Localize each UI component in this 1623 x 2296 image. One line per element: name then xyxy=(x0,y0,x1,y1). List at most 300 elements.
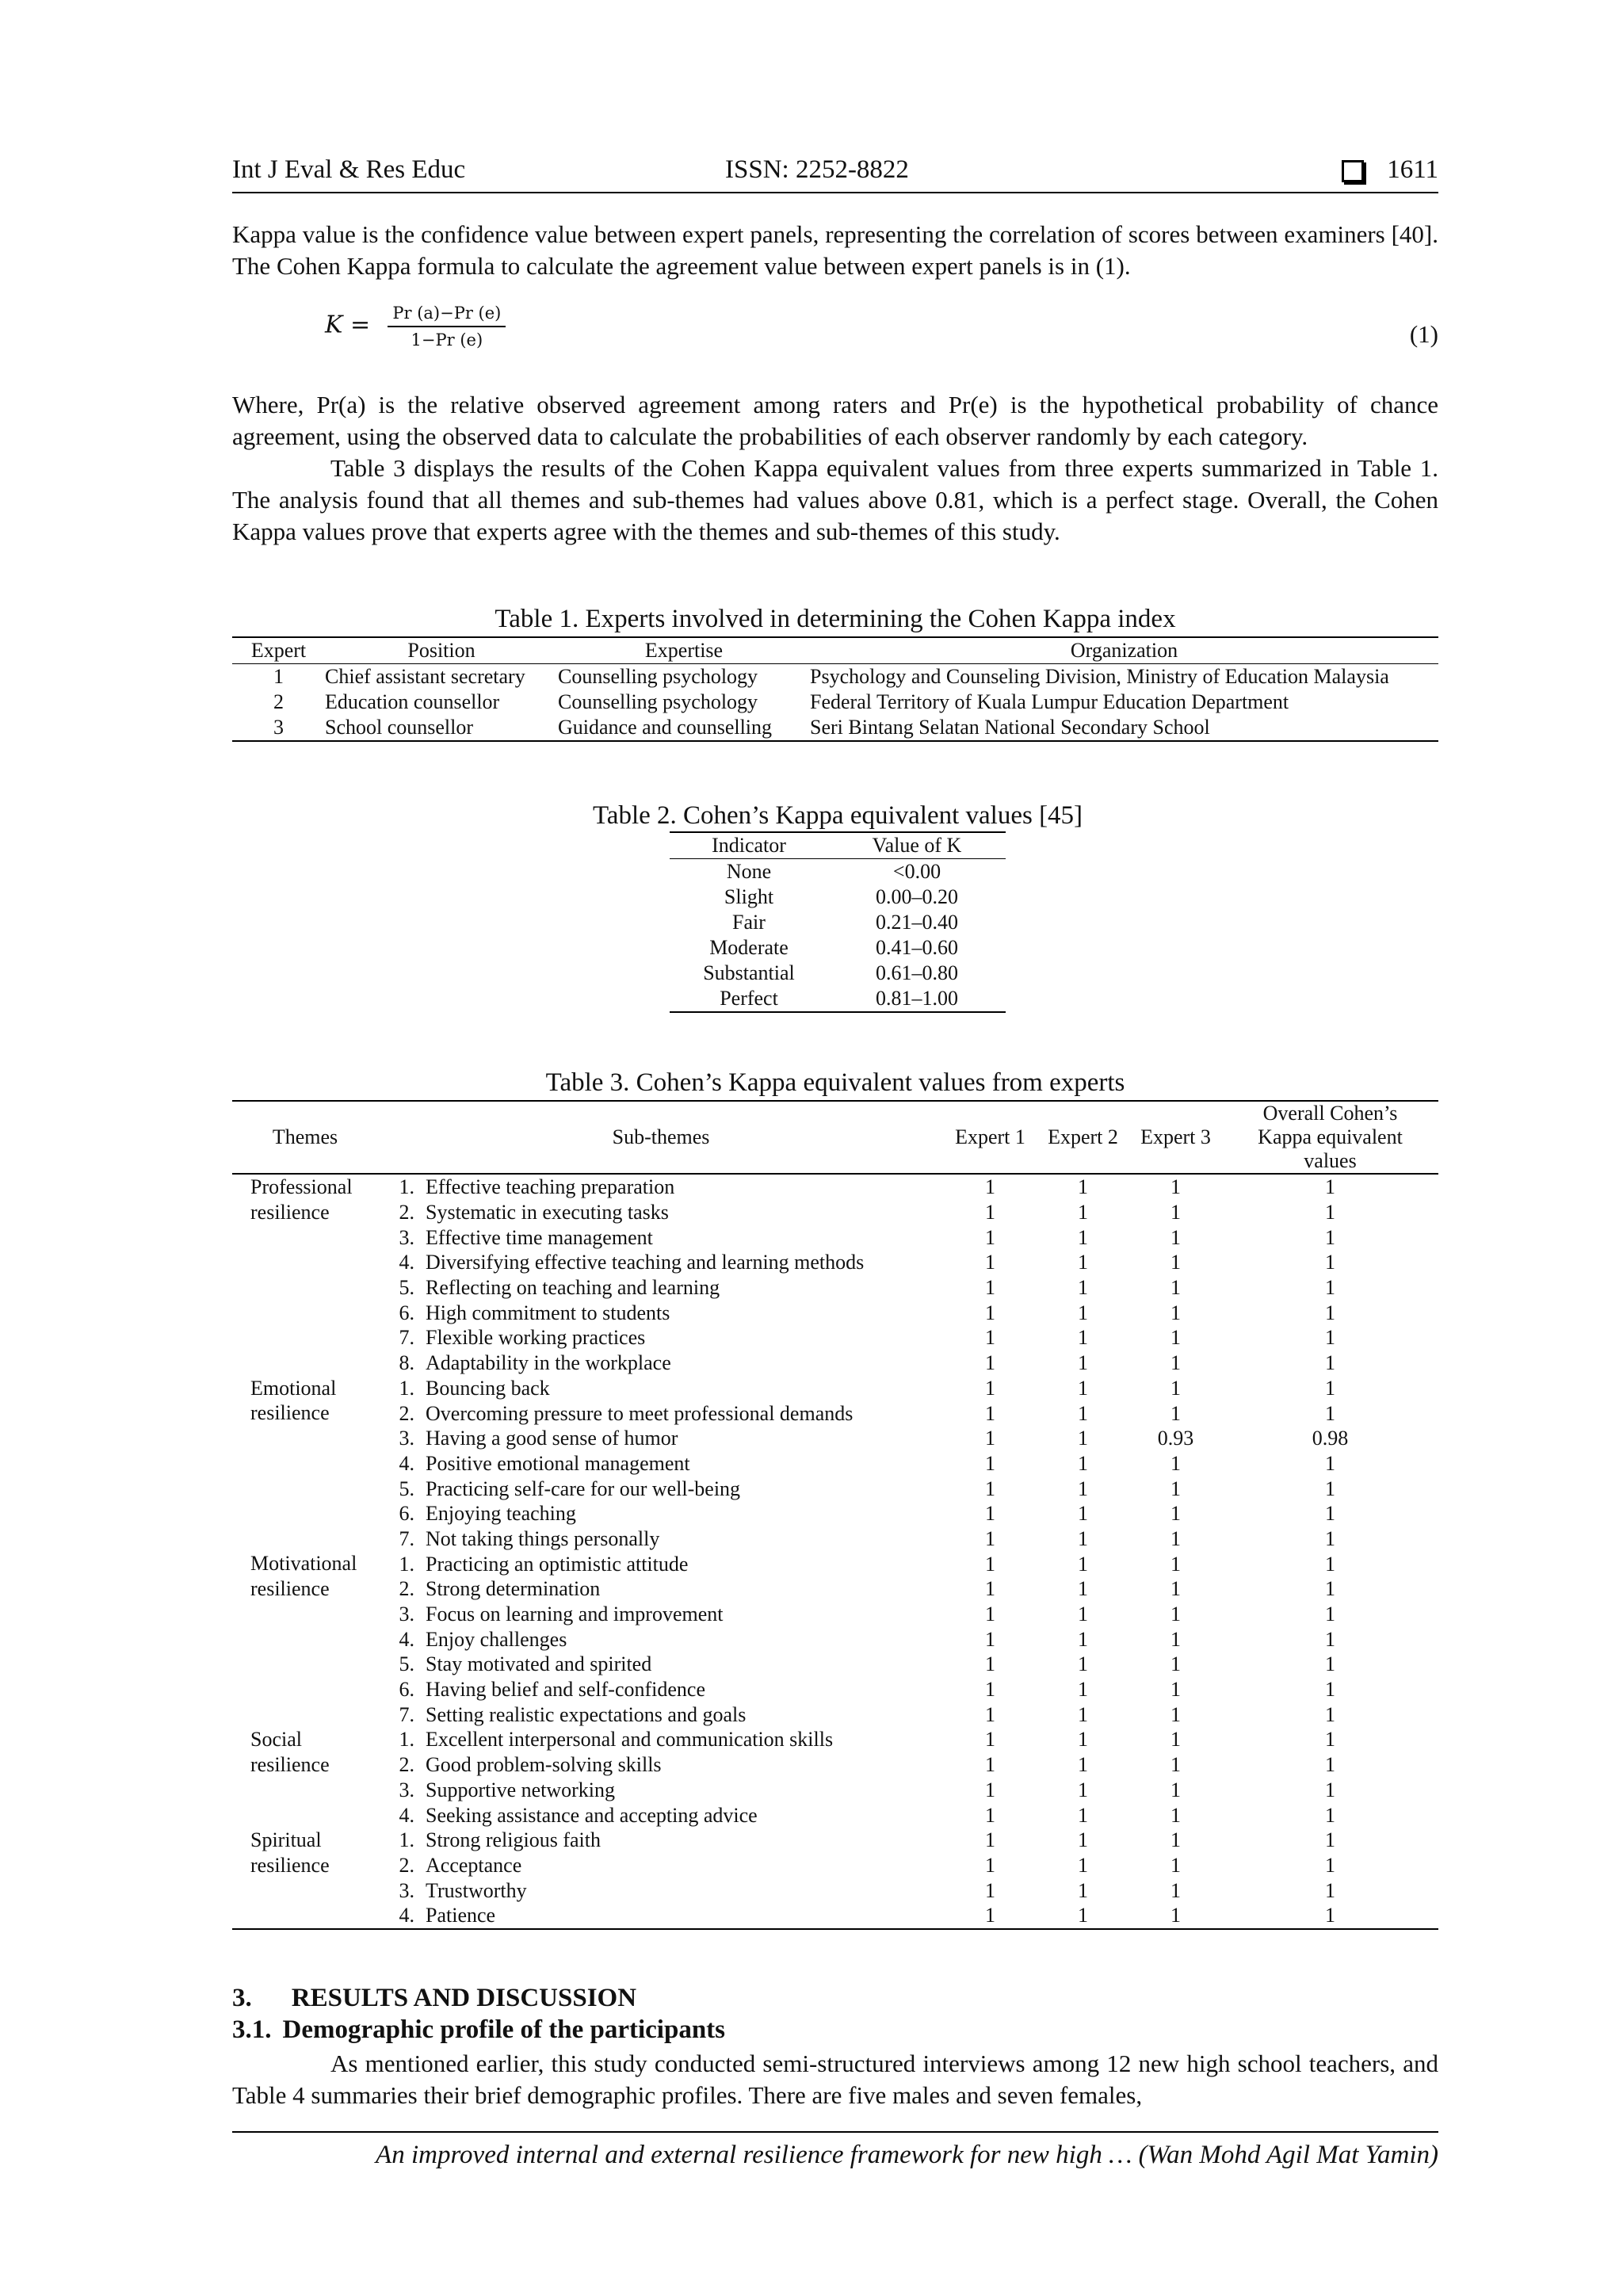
value-cell: 1 xyxy=(985,1803,995,1827)
value-cell: 1 xyxy=(1078,1276,1088,1300)
table-row xyxy=(232,1501,1438,1526)
table1-caption: Table 1. Experts involved in determining the Cohen Kappa index xyxy=(495,605,1176,633)
value-cell: 1 xyxy=(1078,1427,1088,1450)
journal-name: Int J Eval & Res Educ xyxy=(232,155,466,184)
table-header-row xyxy=(232,637,1438,664)
value-cell: 1 xyxy=(1325,1201,1335,1224)
table-row xyxy=(232,1526,1438,1552)
value-cell: 1 xyxy=(1170,1702,1181,1726)
value-cell: 1 xyxy=(1325,1678,1335,1702)
page-number: 1611 xyxy=(1387,155,1438,184)
sub-theme: Supportive networking xyxy=(426,1778,616,1801)
sub-theme: Having a good sense of humor xyxy=(426,1427,678,1450)
value-cell: 1 xyxy=(1325,1502,1335,1526)
theme-cell xyxy=(232,1802,378,1828)
sub-theme: Adaptability in the workplace xyxy=(426,1351,671,1375)
value-cell: 1 xyxy=(1325,1526,1335,1550)
table-header-row xyxy=(670,832,1006,859)
value-cell: 1 xyxy=(1170,1753,1181,1777)
section-heading-results xyxy=(232,1984,636,2013)
value-cell: 1 xyxy=(1078,1904,1088,1927)
value-cell: 1 xyxy=(1170,1878,1181,1902)
table-row xyxy=(232,1677,1438,1702)
table-row xyxy=(670,884,1006,910)
value-cell: 1 xyxy=(1078,1526,1088,1550)
table-cell: Substantial xyxy=(703,961,795,984)
item-number: 6. xyxy=(399,1502,414,1526)
theme-cell: Social xyxy=(250,1728,302,1752)
table-row xyxy=(670,961,1006,986)
subsection-title: Demographic profile of the participants xyxy=(282,2015,726,2044)
value-cell: 1 xyxy=(985,1427,995,1450)
table-row xyxy=(232,1476,1438,1501)
value-cell: 1 xyxy=(1078,1502,1088,1526)
theme-cell: resilience xyxy=(250,1401,330,1425)
value-cell: 1 xyxy=(1170,1728,1181,1752)
sub-theme: Trustworthy xyxy=(426,1878,527,1902)
sub-theme: Overcoming pressure to meet professional demands xyxy=(426,1401,854,1425)
header-sub-themes: Sub-themes xyxy=(378,1101,944,1174)
sub-theme: Seeking assistance and accepting advice xyxy=(426,1803,758,1827)
sub-theme: Practicing an optimistic attitude xyxy=(426,1552,689,1576)
sub-theme: Patience xyxy=(426,1904,496,1927)
item-number: 3. xyxy=(399,1603,414,1626)
sub-theme: Diversifying effective teaching and learning methods xyxy=(426,1251,865,1274)
sub-theme: Bouncing back xyxy=(426,1376,550,1400)
value-cell: 1 xyxy=(1078,1326,1088,1350)
value-cell: 1 xyxy=(1325,1652,1335,1676)
theme-cell: resilience xyxy=(250,1752,330,1776)
table-cell: School counsellor xyxy=(325,716,474,739)
running-footer xyxy=(232,2131,1438,2169)
value-cell: 1 xyxy=(985,1502,995,1526)
table-cell: Slight xyxy=(724,885,774,908)
value-cell: 1 xyxy=(1325,1175,1335,1199)
table-row xyxy=(232,1200,1438,1225)
sub-theme: Effective teaching preparation xyxy=(426,1175,675,1199)
item-number: 7. xyxy=(399,1702,414,1726)
value-cell: 1 xyxy=(1325,1803,1335,1827)
theme-cell xyxy=(232,1602,378,1627)
value-cell: 1 xyxy=(1078,1451,1088,1475)
sub-theme: Setting realistic expectations and goals xyxy=(426,1702,747,1726)
value-cell: 1 xyxy=(1078,1803,1088,1827)
table-cell: 0.61–0.80 xyxy=(876,961,958,984)
value-cell: 1 xyxy=(1170,1326,1181,1350)
value-cell: 0.93 xyxy=(1157,1427,1194,1450)
value-cell: 1 xyxy=(1078,1702,1088,1726)
table-cell: 0.00–0.20 xyxy=(876,885,958,908)
value-cell: 1 xyxy=(1078,1828,1088,1852)
table-kappa-experts xyxy=(232,1100,1438,1930)
value-cell: 1 xyxy=(1078,1753,1088,1777)
value-cell: 1 xyxy=(1325,1477,1335,1500)
value-cell: 1 xyxy=(1170,1678,1181,1702)
table-row xyxy=(232,1652,1438,1677)
table-row xyxy=(232,1626,1438,1652)
value-cell: 1 xyxy=(1170,1853,1181,1877)
square-icon xyxy=(1342,160,1364,182)
table-row xyxy=(232,1602,1438,1627)
value-cell: 1 xyxy=(985,1702,995,1726)
table-cell: Fair xyxy=(732,911,766,934)
item-number: 2. xyxy=(399,1401,414,1425)
value-cell: 1 xyxy=(1170,1401,1181,1425)
table-row xyxy=(232,690,1438,715)
table-row xyxy=(670,986,1006,1012)
table-row xyxy=(670,910,1006,935)
value-cell: 1 xyxy=(1170,1376,1181,1400)
table-cell: 0.41–0.60 xyxy=(876,936,958,959)
sub-theme: Effective time management xyxy=(426,1225,653,1249)
value-cell: 1 xyxy=(1325,1351,1335,1375)
sub-theme: Reflecting on teaching and learning xyxy=(426,1276,720,1300)
sub-theme: Stay motivated and spirited xyxy=(426,1652,652,1676)
value-cell: 1 xyxy=(985,1301,995,1324)
value-cell: 1 xyxy=(1325,1225,1335,1249)
value-cell: 1 xyxy=(1170,1477,1181,1500)
item-number: 2. xyxy=(399,1577,414,1601)
value-cell: 1 xyxy=(1325,1878,1335,1902)
sub-theme: Not taking things personally xyxy=(426,1526,660,1550)
subsection-heading-demographic xyxy=(232,2015,725,2045)
table-kappa-scale xyxy=(670,831,1006,1013)
theme-cell xyxy=(232,1325,378,1350)
header-expert-2: Expert 2 xyxy=(1037,1101,1129,1174)
value-cell: 0.98 xyxy=(1312,1427,1349,1450)
item-number: 8. xyxy=(399,1351,414,1375)
table-row xyxy=(232,1174,1438,1200)
table-row xyxy=(232,715,1438,741)
footer-citation: An improved internal and external resilience framework for new high … (Wan Mohd Agil Mat Yamin) xyxy=(376,2141,1438,2169)
paragraph-where: Where, Pr(a) is the relative observed agreement among raters and Pr(e) is the hypothetical probability of chance agreement, using the observed data to calculate the probabilities of each observer randomly by each category. xyxy=(232,391,1438,450)
item-number: 4. xyxy=(399,1627,414,1651)
value-cell: 1 xyxy=(1078,1778,1088,1801)
theme-cell: resilience xyxy=(250,1853,330,1877)
value-cell: 1 xyxy=(1325,1853,1335,1877)
header-overall: Overall Cohen’s Kappa equivalent values xyxy=(1222,1101,1438,1174)
value-cell: 1 xyxy=(985,1853,995,1877)
equation-cohen-kappa xyxy=(325,304,506,350)
value-cell: 1 xyxy=(1325,1577,1335,1601)
value-cell: 1 xyxy=(1078,1351,1088,1375)
sub-theme: Focus on learning and improvement xyxy=(426,1603,724,1626)
theme-cell xyxy=(232,1224,378,1250)
value-cell: 1 xyxy=(1078,1301,1088,1324)
table-cell: Perfect xyxy=(720,987,778,1010)
table-row xyxy=(232,1551,1438,1576)
value-cell: 1 xyxy=(1170,1251,1181,1274)
value-cell: 1 xyxy=(985,1326,995,1350)
item-number: 3. xyxy=(399,1878,414,1902)
value-cell: 1 xyxy=(1170,1502,1181,1526)
item-number: 3. xyxy=(399,1225,414,1249)
theme-cell: resilience xyxy=(250,1200,330,1224)
value-cell: 1 xyxy=(985,1652,995,1676)
table-row xyxy=(232,1853,1438,1878)
item-number: 1. xyxy=(399,1175,414,1199)
table-cell: 2 xyxy=(273,690,284,713)
theme-cell xyxy=(232,1250,378,1275)
value-cell: 1 xyxy=(1078,1477,1088,1500)
value-cell: 1 xyxy=(1170,1603,1181,1626)
value-cell: 1 xyxy=(1170,1451,1181,1475)
equation-lhs: K = xyxy=(325,311,371,339)
theme-cell: Emotional xyxy=(250,1376,337,1400)
value-cell: 1 xyxy=(1078,1878,1088,1902)
value-cell: 1 xyxy=(1170,1904,1181,1927)
theme-cell: Motivational xyxy=(250,1552,357,1576)
value-cell: 1 xyxy=(1078,1577,1088,1601)
theme-cell: Spiritual xyxy=(250,1828,322,1851)
value-cell: 1 xyxy=(1078,1853,1088,1877)
table-row xyxy=(232,1376,1438,1401)
value-cell: 1 xyxy=(1325,1728,1335,1752)
value-cell: 1 xyxy=(985,1477,995,1500)
header-cell: Position xyxy=(325,637,558,664)
sub-theme: High commitment to students xyxy=(426,1301,670,1324)
value-cell: 1 xyxy=(1325,1778,1335,1801)
paragraph-table3-summary: Table 3 displays the results of the Cohen Kappa equivalent values from three experts summarized in Table 1. The analysis found that all themes and sub-themes had values above 0.81, which is a perfect stage. Overall, the Cohen Kappa values prove that experts agree with the themes and sub-themes of this study. xyxy=(232,454,1438,545)
header-expert-3: Expert 3 xyxy=(1129,1101,1222,1174)
value-cell: 1 xyxy=(985,1376,995,1400)
subsection-number: 3.1. xyxy=(232,2015,272,2044)
table-cell: Psychology and Counseling Division, Ministry of Education Malaysia xyxy=(810,665,1389,688)
item-number: 6. xyxy=(399,1301,414,1324)
item-number: 6. xyxy=(399,1678,414,1702)
table-row xyxy=(232,664,1438,690)
table-cell: None xyxy=(726,860,772,883)
sub-theme: Excellent interpersonal and communication skills xyxy=(426,1728,834,1752)
paragraph-demographic: As mentioned earlier, this study conducted semi-structured interviews among 12 new high school teachers, and Table 4 summaries their brief demographic profiles. There are five males and seven females, xyxy=(232,2050,1438,2109)
header-cell: Value of K xyxy=(828,832,1006,859)
value-cell: 1 xyxy=(1170,1175,1181,1199)
item-number: 7. xyxy=(399,1526,414,1550)
value-cell: 1 xyxy=(1170,1301,1181,1324)
item-number: 1. xyxy=(399,1728,414,1752)
table-cell: 3 xyxy=(273,716,284,739)
theme-cell xyxy=(232,1526,378,1552)
table-cell: 1 xyxy=(273,665,284,688)
sub-theme: Enjoying teaching xyxy=(426,1502,576,1526)
table-row xyxy=(232,1250,1438,1275)
table-cell: 0.21–0.40 xyxy=(876,911,958,934)
table-row xyxy=(232,1903,1438,1929)
equation-fraction xyxy=(388,304,506,350)
header-cell: Expertise xyxy=(558,637,810,664)
value-cell: 1 xyxy=(1325,1401,1335,1425)
item-number: 1. xyxy=(399,1552,414,1576)
sub-theme: Systematic in executing tasks xyxy=(426,1201,669,1224)
value-cell: 1 xyxy=(1170,1627,1181,1651)
table-row xyxy=(232,1325,1438,1350)
value-cell: 1 xyxy=(1078,1652,1088,1676)
section-number: 3. xyxy=(232,1984,252,2012)
table-cell: Counselling psychology xyxy=(558,665,758,688)
header-expert-1: Expert 1 xyxy=(944,1101,1037,1174)
value-cell: 1 xyxy=(1325,1828,1335,1852)
theme-cell xyxy=(232,1275,378,1301)
table-row xyxy=(232,1400,1438,1426)
table-row xyxy=(232,1350,1438,1376)
item-number: 2. xyxy=(399,1201,414,1224)
item-number: 3. xyxy=(399,1778,414,1801)
item-number: 1. xyxy=(399,1376,414,1400)
value-cell: 1 xyxy=(1325,1276,1335,1300)
issn: ISSN: 2252-8822 xyxy=(725,155,909,184)
table-row xyxy=(232,1300,1438,1325)
value-cell: 1 xyxy=(985,1828,995,1852)
item-number: 3. xyxy=(399,1427,414,1450)
value-cell: 1 xyxy=(985,1401,995,1425)
sub-theme: Practicing self-care for our well-being xyxy=(426,1477,741,1500)
theme-cell xyxy=(232,1426,378,1451)
sub-theme: Good problem-solving skills xyxy=(426,1753,662,1777)
theme-cell xyxy=(232,1501,378,1526)
value-cell: 1 xyxy=(1170,1652,1181,1676)
value-cell: 1 xyxy=(1078,1678,1088,1702)
item-number: 1. xyxy=(399,1828,414,1852)
value-cell: 1 xyxy=(1325,1904,1335,1927)
value-cell: 1 xyxy=(1078,1603,1088,1626)
theme-cell: Professional xyxy=(250,1175,353,1198)
theme-cell xyxy=(232,1300,378,1325)
value-cell: 1 xyxy=(1170,1803,1181,1827)
sub-theme: Strong determination xyxy=(426,1577,601,1601)
value-cell: 1 xyxy=(1170,1201,1181,1224)
value-cell: 1 xyxy=(985,1728,995,1752)
value-cell: 1 xyxy=(1170,1225,1181,1249)
value-cell: 1 xyxy=(985,1627,995,1651)
item-number: 5. xyxy=(399,1276,414,1300)
table-row xyxy=(232,1426,1438,1451)
sub-theme: Having belief and self-confidence xyxy=(426,1678,706,1702)
value-cell: 1 xyxy=(1170,1577,1181,1601)
table-cell: Federal Territory of Kuala Lumpur Education Department xyxy=(810,690,1289,713)
equation-denominator: 1−Pr (e) xyxy=(411,330,483,350)
header-cell: Expert xyxy=(232,637,325,664)
value-cell: 1 xyxy=(1078,1401,1088,1425)
value-cell: 1 xyxy=(1325,1627,1335,1651)
theme-cell xyxy=(232,1476,378,1501)
value-cell: 1 xyxy=(985,1201,995,1224)
running-header xyxy=(232,155,1438,193)
table-cell: Chief assistant secretary xyxy=(325,665,525,688)
value-cell: 1 xyxy=(1170,1778,1181,1801)
value-cell: 1 xyxy=(985,1552,995,1576)
table3-caption: Table 3. Cohen’s Kappa equivalent values from experts xyxy=(545,1068,1125,1097)
value-cell: 1 xyxy=(985,1251,995,1274)
equation-numerator: Pr (a)−Pr (e) xyxy=(388,304,506,327)
value-cell: 1 xyxy=(1325,1451,1335,1475)
value-cell: 1 xyxy=(985,1451,995,1475)
equation-number: (1) xyxy=(1409,320,1438,348)
item-number: 7. xyxy=(399,1326,414,1350)
value-cell: 1 xyxy=(985,1577,995,1601)
value-cell: 1 xyxy=(1325,1552,1335,1576)
value-cell: 1 xyxy=(1170,1351,1181,1375)
value-cell: 1 xyxy=(1170,1526,1181,1550)
value-cell: 1 xyxy=(985,1678,995,1702)
value-cell: 1 xyxy=(985,1225,995,1249)
theme-cell xyxy=(232,1778,378,1803)
table-cell: Seri Bintang Selatan National Secondary School xyxy=(810,716,1210,739)
value-cell: 1 xyxy=(1078,1175,1088,1199)
value-cell: 1 xyxy=(1078,1627,1088,1651)
table-row xyxy=(232,1224,1438,1250)
table-row xyxy=(670,859,1006,885)
table-row xyxy=(232,1727,1438,1752)
sub-theme: Acceptance xyxy=(426,1853,522,1877)
item-number: 4. xyxy=(399,1251,414,1274)
value-cell: 1 xyxy=(985,1904,995,1927)
value-cell: 1 xyxy=(1170,1552,1181,1576)
sub-theme: Positive emotional management xyxy=(426,1451,690,1475)
value-cell: 1 xyxy=(985,1878,995,1902)
item-number: 4. xyxy=(399,1803,414,1827)
value-cell: 1 xyxy=(985,1276,995,1300)
table-row xyxy=(232,1828,1438,1853)
table2-caption: Table 2. Cohen’s Kappa equivalent values [45] xyxy=(592,801,1083,830)
theme-cell xyxy=(232,1702,378,1727)
item-number: 5. xyxy=(399,1477,414,1500)
value-cell: 1 xyxy=(1325,1376,1335,1400)
table-row xyxy=(232,1752,1438,1778)
value-cell: 1 xyxy=(1325,1753,1335,1777)
theme-cell xyxy=(232,1677,378,1702)
table-cell: Guidance and counselling xyxy=(558,716,773,739)
sub-theme: Enjoy challenges xyxy=(426,1627,567,1651)
theme-cell xyxy=(232,1451,378,1477)
table-header-row xyxy=(232,1101,1438,1174)
sub-theme: Flexible working practices xyxy=(426,1326,646,1350)
value-cell: 1 xyxy=(1170,1828,1181,1852)
value-cell: 1 xyxy=(985,1753,995,1777)
value-cell: 1 xyxy=(1325,1301,1335,1324)
theme-cell xyxy=(232,1350,378,1376)
value-cell: 1 xyxy=(985,1526,995,1550)
header-cell: Indicator xyxy=(670,832,828,859)
theme-cell xyxy=(232,1903,378,1929)
header-themes: Themes xyxy=(232,1101,378,1174)
header-cell: Organization xyxy=(810,637,1438,664)
theme-cell xyxy=(232,1626,378,1652)
item-number: 2. xyxy=(399,1753,414,1777)
value-cell: 1 xyxy=(1078,1225,1088,1249)
value-cell: 1 xyxy=(985,1603,995,1626)
value-cell: 1 xyxy=(1078,1728,1088,1752)
value-cell: 1 xyxy=(1325,1251,1335,1274)
theme-cell xyxy=(232,1878,378,1903)
table-row xyxy=(232,1878,1438,1903)
value-cell: 1 xyxy=(1325,1603,1335,1626)
value-cell: 1 xyxy=(1078,1552,1088,1576)
table-cell: <0.00 xyxy=(892,860,941,883)
table-row xyxy=(232,1576,1438,1602)
value-cell: 1 xyxy=(1170,1276,1181,1300)
theme-cell: resilience xyxy=(250,1577,330,1600)
item-number: 2. xyxy=(399,1853,414,1877)
paragraph-kappa-intro: Kappa value is the confidence value between expert panels, representing the correlation of scores between examiners [40]. The Cohen Kappa formula to calculate the agreement value between expert panels is in (1). xyxy=(232,220,1438,280)
table-cell: 0.81–1.00 xyxy=(876,987,958,1010)
table-cell: Education counsellor xyxy=(325,690,500,713)
item-number: 4. xyxy=(399,1904,414,1927)
item-number: 4. xyxy=(399,1451,414,1475)
value-cell: 1 xyxy=(1325,1702,1335,1726)
value-cell: 1 xyxy=(1325,1326,1335,1350)
value-cell: 1 xyxy=(985,1351,995,1375)
value-cell: 1 xyxy=(1078,1201,1088,1224)
